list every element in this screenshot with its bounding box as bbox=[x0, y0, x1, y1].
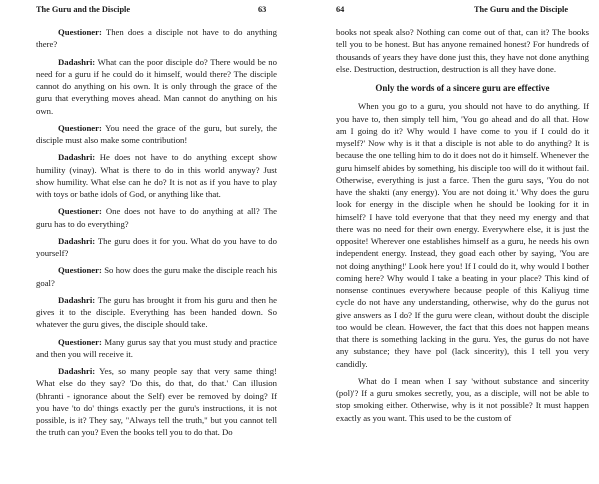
continued-paragraph: books not speak also? Nothing can come out of that, can it? The books tell you to be honest. But has anyone remained honest? For hundreds of thousands of years they have done just this, they have not done anything else. Destruction, destruction, destruction is all they have done. bbox=[336, 27, 589, 74]
speaker-label: Dadashri: bbox=[58, 366, 96, 376]
speaker-label: Questioner: bbox=[58, 206, 102, 217]
body-paragraph: What do I mean when I say 'without substance and sincerity (pol)'? If a guru smokes secretly, you, as a disciple, will not be able to stop smoking either. Otherwise, why is it not possible? It must happen exactly as you want. This used to be the custom of bbox=[336, 375, 589, 423]
dialogue-text: The guru does it for you. What do you have to do yourself? bbox=[36, 235, 277, 258]
dialogue-text: You need the grace of the guru, but surely, the disciple must also make some contribution! bbox=[36, 122, 277, 145]
dialogue-paragraph bbox=[36, 294, 277, 331]
speaker-label: Questioner: bbox=[58, 122, 102, 133]
dialogue-text: The guru has brought it from his guru and then he gives it to the disciple. Everything has been handed down. So whatever the guru gives, the disciple should take. bbox=[36, 294, 277, 330]
speaker-label: Questioner: bbox=[58, 265, 102, 276]
dialogue-text: What can the poor disciple do? There would be no need for a guru if he could do it himself, would there? The disciple cannot do anything on his own. It is only through the grace of the guru that everything moves ahead. Man cannot do anything on his own. bbox=[36, 56, 277, 116]
speaker-label: Dadashri: bbox=[58, 56, 96, 67]
dialogue-paragraph bbox=[36, 205, 277, 230]
speaker-label: Dadashri: bbox=[58, 152, 96, 163]
section-heading: Only the words of a sincere guru are effective bbox=[375, 83, 550, 93]
right-page bbox=[300, 0, 599, 484]
dialogue-paragraph bbox=[36, 336, 277, 361]
speaker-label: Questioner: bbox=[58, 336, 102, 347]
dialogue-text: So how does the guru make the disciple reach his goal? bbox=[36, 265, 277, 288]
body-paragraph: When you go to a guru, you should not have to do anything. If you have to, then simply tell him, 'You go ahead and do all that. How am I going do it? Why would I have come to you if I could do it myself?' Now why is it that a disciple is not able to do anything? It is because the one telling him to do it does not do it himself. Whenever the guru himself abides by something, his disciple too will do it without fail. Otherwise, everything is just a farce. Then the guru says, 'You do not have the shakti (any energy). You are not doing it.' Why does the guru look for energy in the disciple when he should be looking for it in himself? I have told everyone that that they need my energy and that there was no need for their own energy. Everywhere else, it is just the opposite! Wherever one establishes himself as a guru, he needs his own independent energy. Instead, they goad each other by saying, 'You are not doing anything!' Look here you! If I could do it, why would I bother coming here? Why would I take a beating in your place? This kind of nonsense continues everywhere because people of this Kaliyug time cycle do not have any understanding, otherwise, why do the gurus not give answers as I do? If the guru were clean, without doubt the disciple too would be clean. However, the fact that this does not happen means that there is something lacking in the guru. Yes, the gurus do not have any substance; they have pol (lack sincerity), this I tell you very candidly. bbox=[336, 101, 589, 369]
dialogue-paragraph bbox=[36, 151, 277, 200]
left-page-number: 63 bbox=[258, 5, 267, 14]
dialogue-text: Then does a disciple not have to do anything there? bbox=[36, 27, 277, 50]
dialogue-paragraph bbox=[36, 264, 277, 289]
dialogue-paragraph bbox=[36, 235, 277, 260]
right-running-title: The Guru and the Disciple bbox=[474, 5, 569, 14]
dialogue-text: Many gurus say that you must study and practice and then you will receive it. bbox=[36, 336, 277, 359]
dialogue-paragraph bbox=[36, 122, 277, 147]
dialogue-paragraph bbox=[36, 365, 277, 439]
right-page-body bbox=[336, 26, 589, 429]
dialogue-paragraph bbox=[36, 26, 277, 51]
speaker-label: Questioner: bbox=[58, 27, 102, 37]
left-running-title: The Guru and the Disciple bbox=[36, 5, 131, 14]
speaker-label: Dadashri: bbox=[58, 235, 96, 246]
speaker-label: Dadashri: bbox=[58, 294, 96, 305]
dialogue-text: He does not have to do anything except show humility (vinay). What is there to do in this world anyway? Just show humility. What else can he do? It is not as if you have to play with toys or bathe idols of God, or anything like that. bbox=[36, 152, 277, 199]
dialogue-text: Yes, so many people say that very same thing! What else do they say? 'Do this, do that, do that.' Can illusion (bhranti - ignorance about the Self) ever be removed by doing? If you have 'to do' things exactly per the guru's instructions, it is not possible, is it? They say, "Always tell the truth," but you cannot tell the truth can you? Even the books tell you to do that. Do bbox=[36, 366, 277, 438]
right-page-number: 64 bbox=[336, 5, 345, 14]
left-page-body bbox=[36, 26, 277, 444]
dialogue-text: One does not have to do anything at all? The guru has to do everything? bbox=[36, 206, 277, 229]
dialogue-paragraph bbox=[36, 56, 277, 117]
